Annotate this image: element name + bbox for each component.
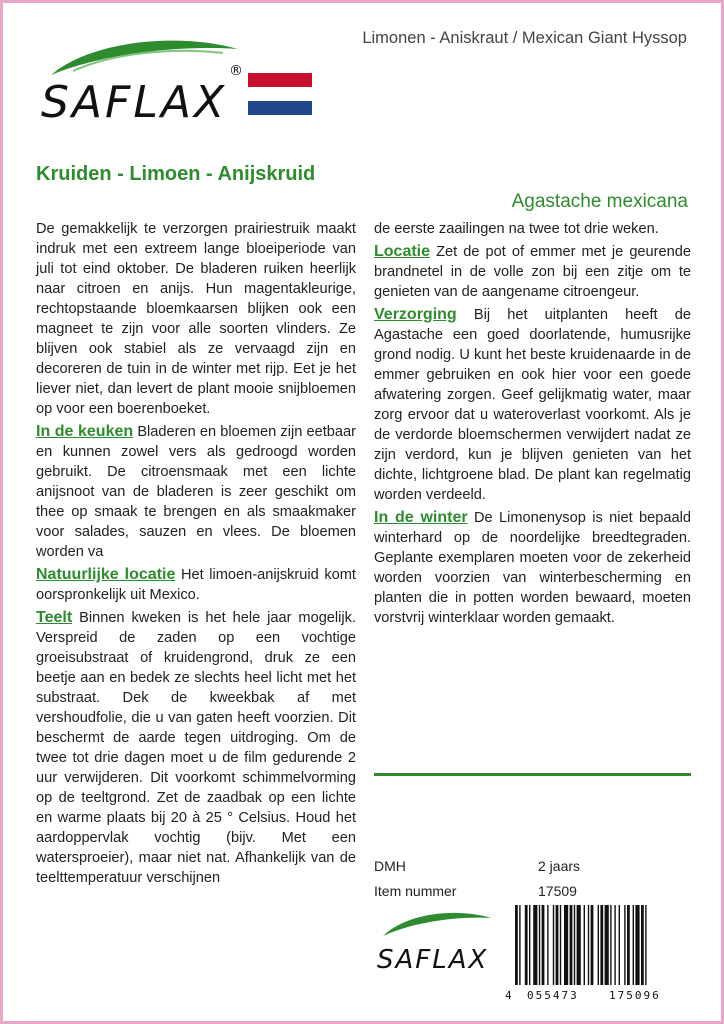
section-text: Zet de pot of emmer met je geurende brandnetel in de volle zon bij een zitje om te genieten van de aangename citroengeur. [374, 244, 691, 300]
saflax-footer-logo [373, 906, 503, 976]
barcode-bar [574, 905, 575, 985]
natuurlijke-locatie-paragraph [36, 565, 356, 605]
barcode-bar [584, 905, 585, 985]
barcode-bar [556, 905, 559, 985]
keuken-paragraph [36, 422, 356, 562]
section-heading: In de keuken [36, 423, 134, 440]
section-heading: Natuurlijke locatie [36, 566, 176, 583]
section-text: Bladeren en bloemen zijn eetbaar en kunnen zowel vers als gedroogd worden gebruikt. De citroensmaak met een lichte anijsnoot van de bladeren is zeer geschikt om thee op smaak te brengen en als smaakmaker voor salades, sauzen en vlees. De bloemen worden va [36, 424, 356, 560]
section-heading: In de winter [374, 509, 468, 526]
barcode-bar [515, 905, 518, 985]
barcode-bar [539, 905, 540, 985]
verzorging-paragraph [374, 305, 691, 505]
teelt-paragraph [36, 608, 356, 888]
footer-logo-text: SAFLAX [377, 945, 489, 975]
dutch-flag-icon [248, 73, 312, 115]
barcode-right-group: 175096 [609, 989, 661, 1002]
registered-mark: ® [229, 63, 243, 79]
barcode-bar [627, 905, 630, 985]
left-column [36, 219, 356, 891]
logo-text: SAFLAX [41, 77, 228, 128]
barcode-bar [529, 905, 530, 985]
section-text: Bij het uitplanten heeft de Agastache een goed doorlatende, humusrijke grond nodig. U kunt het beste kruidenaarde in de emmer gebruiken en ook hier voor een goede afwatering zorgen. Geef gelijkmatig water, maar zorg ervoor dat u wateroverlast voorkomt. Als je de verdorde bloemschermen verwijdert nadat ze zijn verdord, kun je blijven genieten van het dichte, lichtgroene blad. De plant kan regelmatig worden verdeeld. [374, 307, 691, 503]
section-text: Binnen kweken is het hele jaar mogelijk. Verspreid de zaden op een vochtige groeisubstraat of kruidengrond, druk ze een beetje aan en bedek ze slechts heel licht met het substraat. Dek de kweekbak af met vershoudfolie, die u van gaten heeft voorzien. Dit beschermt de aarde tegen uitdroging. Om de twee tot drie dagen moet u de film gedurende 2 uur verwijderen. Dit voorkomt schimmelvorming op de teeltgrond. Zet de zaadbak op een lichte en warme plaats bij 20 à 25 ° Celsius. Houd het aardoppervlak vochtig (bijv. Met een watersproeier), maar niet nat. Afhankelijk van de teelttemperatuur verschijnen [36, 610, 357, 886]
barcode-bar [564, 905, 568, 985]
barcode-bar [610, 905, 611, 985]
seed-packet-back [3, 3, 721, 1021]
dmh-value: 2 jaars [538, 858, 581, 874]
barcode-bar [605, 905, 609, 985]
barcode [505, 903, 689, 1003]
barcode-bar [614, 905, 615, 985]
dmh-label: DMH [374, 858, 406, 874]
section-text: De Limonenysop is niet bepaald winterhard op de noordelijke breedtegraden. Geplante exemplaren moeten voor de zekerheid worden voorzien van winterbescherming en planten die in potten worden bewaard, moeten vorstvrij winterklaar worden gemaakt. [374, 510, 691, 626]
winter-paragraph [374, 508, 691, 628]
barcode-bar [547, 905, 548, 985]
barcode-bar [588, 905, 589, 985]
section-heading: Verzorging [374, 306, 457, 323]
barcode-bar [645, 905, 646, 985]
barcode-bar [570, 905, 573, 985]
saflax-logo [33, 31, 263, 131]
item-number-label: Item nummer [374, 883, 457, 899]
divider [374, 773, 691, 776]
barcode-left-group: 055473 [527, 989, 579, 1002]
section-text: Het limoen-anijskruid komt oorspronkelijk uit Mexico. [36, 567, 356, 603]
headline: Kruiden - Limoen - Anijskruid [36, 163, 316, 185]
barcode-bar [560, 905, 561, 985]
barcode-bar [641, 905, 644, 985]
continued-paragraph: de eerste zaailingen na twee tot drie weken. [374, 221, 659, 237]
section-heading: Teelt [36, 609, 73, 626]
barcode-bar [598, 905, 599, 985]
barcode-bar [533, 905, 537, 985]
barcode-bar [619, 905, 620, 985]
latin-name: Agastache mexicana [511, 191, 688, 212]
barcode-bar [633, 905, 634, 985]
barcode-bar [553, 905, 554, 985]
section-heading: Locatie [374, 243, 431, 260]
intro-paragraph: De gemakkelijk te verzorgen prairiestruik maakt indruk met een extreem lange bloeiperiode van juli tot eind oktober. De bladeren ruiken heerlijk naar citroen en anijs. Hun magentakleurige, rechtopstaande bloemkaarsen blijken ook een magneet te zijn voor alle soorten vlinders. Ze blijven ook stabiel als ze vervaagd zijn en decoreren de tuin in de winter met rijp. Eet je het liever niet, dan levert de plant mooie snijbloemen op voor een boerenboeket. [36, 221, 356, 417]
barcode-bar [577, 905, 581, 985]
locatie-paragraph [374, 242, 691, 302]
barcode-bar [600, 905, 603, 985]
barcode-bar [519, 905, 520, 985]
barcode-bar [635, 905, 639, 985]
barcode-bars [515, 905, 647, 985]
barcode-bar [591, 905, 594, 985]
item-number-value: 17509 [538, 883, 577, 899]
barcode-bar [525, 905, 528, 985]
right-column [374, 219, 691, 631]
product-title: Limonen - Aniskraut / Mexican Giant Hyssop [362, 29, 687, 47]
barcode-bar [624, 905, 625, 985]
barcode-bar [542, 905, 545, 985]
barcode-first-digit: 4 [505, 989, 512, 1002]
